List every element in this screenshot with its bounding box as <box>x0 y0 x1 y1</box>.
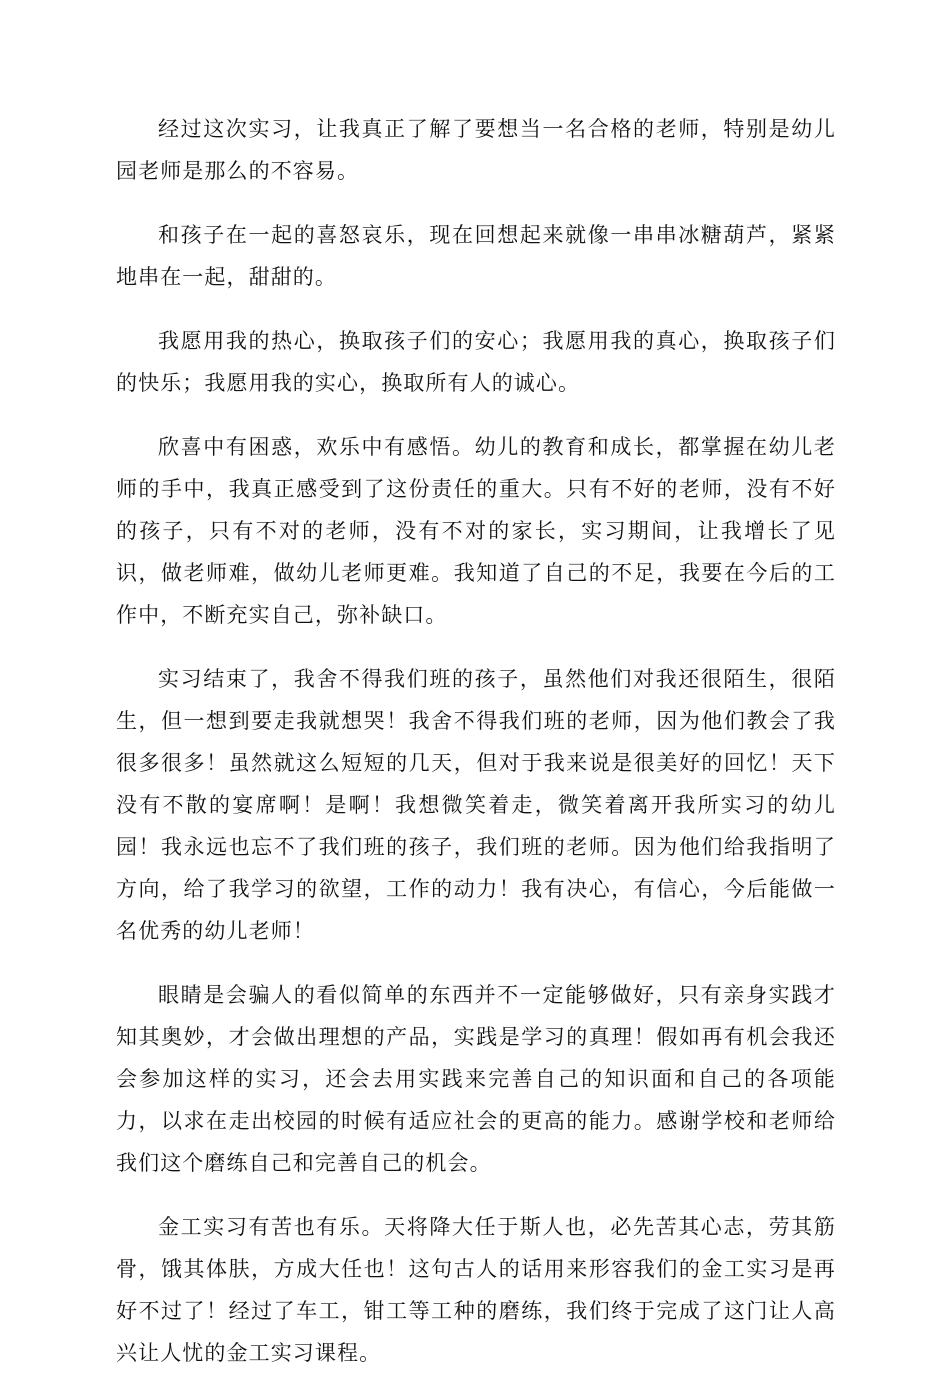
document-body <box>116 108 836 1396</box>
paragraph-1: 经过这次实习，让我真正了解了要想当一名合格的老师，特别是幼儿园老师是那么的不容易。 <box>116 117 836 183</box>
paragraph-7: 金工实习有苦也有乐。天将降大任于斯人也，必先苦其心志，劳其筋骨，饿其体肤，方成大任也！这句古人的话用来形容我们的金工实习是再好不过了！经过了车工，钳工等工种的磨练，我们终于完成了这门让人高兴让人忧的金工实习课程。 <box>116 1215 836 1365</box>
paragraph-4: 欣喜中有困惑，欢乐中有感悟。幼儿的教育和成长，都掌握在幼儿老师的手中，我真正感受到了这份责任的重大。只有不好的老师，没有不好的孩子，只有不对的老师，没有不对的家长，实习期间，让我增长了见识，做老师难，做幼儿老师更难。我知道了自己的不足，我要在今后的工作中，不断充实自己，弥补缺口。 <box>116 435 836 627</box>
paragraph-5: 实习结束了，我舍不得我们班的孩子，虽然他们对我还很陌生，很陌生，但一想到要走我就想哭！我舍不得我们班的老师，因为他们教会了我很多很多！虽然就这么短短的几天，但对于我来说是很美好的回忆！天下没有不散的宴席啊！是啊！我想微笑着走，微笑着离开我所实习的幼儿园！我永远也忘不了我们班的孩子，我们班的老师。因为他们给我指明了方向，给了我学习的欲望，工作的动力！我有决心，有信心，今后能做一名优秀的幼儿老师！ <box>116 667 836 943</box>
paragraph-3: 我愿用我的热心，换取孩子们的安心；我愿用我的真心，换取孩子们的快乐；我愿用我的实心，换取所有人的诚心。 <box>116 329 836 395</box>
paragraph-6: 眼睛是会骗人的看似简单的东西并不一定能够做好，只有亲身实践才知其奥妙，才会做出理想的产品，实践是学习的真理！假如再有机会我还会参加这样的实习，还会去用实践来完善自己的知识面和自己的各项能力，以求在走出校园的时候有适应社会的更高的能力。感谢学校和老师给我们这个磨练自己和完善自己的机会。 <box>116 983 836 1175</box>
paragraph-2: 和孩子在一起的喜怒哀乐，现在回想起来就像一串串冰糖葫芦，紧紧地串在一起，甜甜的。 <box>116 223 836 289</box>
